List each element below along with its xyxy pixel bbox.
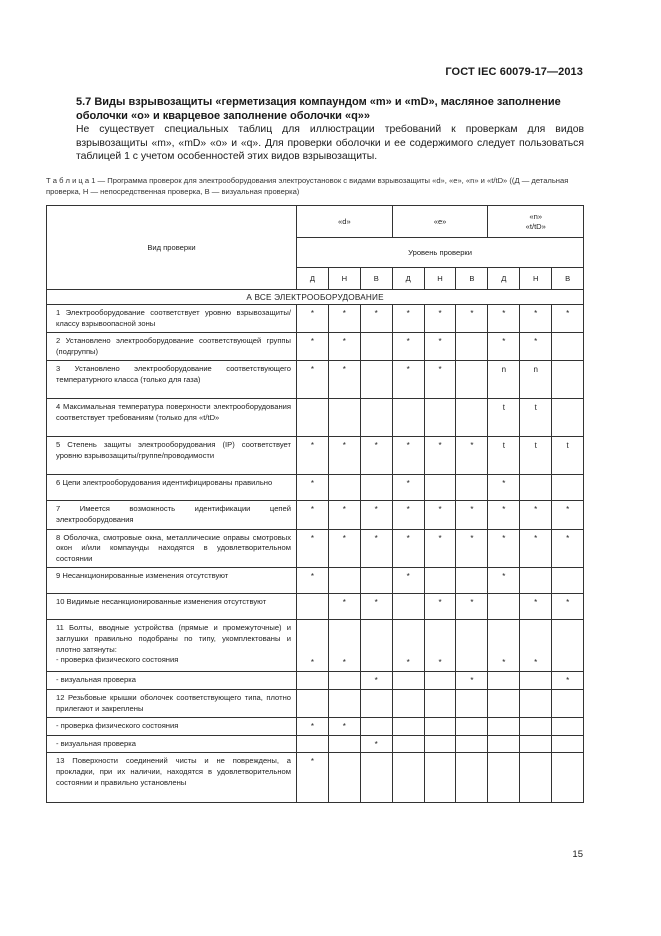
row-text-line: 6 Цепи электрооборудования идентифицированы правильно: [56, 478, 273, 488]
table-row: [47, 361, 584, 399]
mark-cell: *: [456, 529, 488, 568]
mark-cell: *: [297, 620, 329, 672]
mark-cell: [488, 735, 520, 753]
table-row: [47, 399, 584, 437]
mark-cell: [424, 689, 456, 717]
mark-cell: [552, 753, 584, 803]
table-row: [47, 333, 584, 361]
mark-cell: [360, 718, 392, 736]
mark-cell: *: [297, 333, 329, 361]
table-row: [47, 501, 584, 529]
section-paragraph: Не существует специальных таблиц для иллюстрации требований к проверкам для видов взрывозащиты «m», «mD» «o» и «q». Для проверки оболочки и ее содержимого следует пользоваться таблицей 1 с учетом особенностей этих видов взрывозащиты.: [76, 124, 584, 163]
mark-cell: *: [552, 529, 584, 568]
row-description: [47, 475, 297, 501]
mark-cell: *: [488, 305, 520, 333]
sub-header-cell: Д: [297, 268, 329, 290]
mark-cell: [456, 399, 488, 437]
row-description: [47, 437, 297, 475]
row-text-line: 8 Оболочка, смотровые окна, металлические оправы смотровых окон и/или компаунды находятся в удовлетворительном состоянии: [56, 532, 291, 563]
mark-cell: *: [297, 753, 329, 803]
mark-cell: [552, 568, 584, 594]
sub-header-cell: Д: [488, 268, 520, 290]
table-caption: Т а б л и ц а 1 — Программа проверок для электрооборудования электроустановок с видами взрывозащиты «d», «e», «n» и «t/tD» ((Д — детальная проверка, Н — непосредственная проверка, В — визуальная проверка): [46, 176, 569, 196]
mark-cell: [456, 333, 488, 361]
mark-cell: [360, 689, 392, 717]
level-header: Уровень проверки: [297, 238, 584, 268]
row-text-line: 10 Видимые несанкционированные изменения отсутствуют: [56, 597, 267, 607]
row-text-line: 5 Степень защиты электрооборудования (IP) соответствует уровню взрывозащиты/группе/проводимости: [56, 440, 291, 460]
mark-cell: [520, 689, 552, 717]
mark-cell: [456, 689, 488, 717]
row-description: [47, 501, 297, 529]
table-row: [47, 672, 584, 690]
mark-cell: *: [520, 333, 552, 361]
mark-cell: [392, 594, 424, 620]
row-description: [47, 399, 297, 437]
mark-cell: *: [456, 437, 488, 475]
mark-cell: *: [456, 305, 488, 333]
row-description: [47, 718, 297, 736]
mark-cell: *: [488, 501, 520, 529]
mark-cell: *: [424, 361, 456, 399]
mark-cell: [328, 689, 360, 717]
mark-cell: *: [297, 529, 329, 568]
mark-cell: *: [424, 529, 456, 568]
row-description: [47, 735, 297, 753]
mark-cell: [392, 399, 424, 437]
mark-cell: [456, 475, 488, 501]
mark-cell: [360, 361, 392, 399]
mark-cell: *: [328, 594, 360, 620]
mark-cell: *: [392, 620, 424, 672]
mark-cell: *: [520, 305, 552, 333]
mark-cell: t: [488, 399, 520, 437]
sub-header-cell: Н: [328, 268, 360, 290]
sub-header-cell: Н: [424, 268, 456, 290]
mark-cell: [456, 735, 488, 753]
section-title: 5.7 Виды взрывозащиты «герметизация компаундом «m» и «mD», масляное заполнение оболочки «o» и кварцевое заполнение оболочки «q»»: [76, 96, 561, 122]
mark-cell: [424, 735, 456, 753]
row-description: [47, 568, 297, 594]
mark-cell: [424, 568, 456, 594]
row-text-line: - визуальная проверка: [56, 675, 136, 685]
mark-cell: [297, 399, 329, 437]
mark-cell: *: [360, 437, 392, 475]
mark-cell: *: [552, 501, 584, 529]
mark-cell: *: [456, 594, 488, 620]
mark-cell: *: [520, 620, 552, 672]
row-description: [47, 361, 297, 399]
mark-cell: *: [392, 361, 424, 399]
group-header-n: «n»: [529, 211, 543, 221]
mark-cell: *: [488, 333, 520, 361]
mark-cell: [424, 718, 456, 736]
mark-cell: [328, 475, 360, 501]
row-description: [47, 594, 297, 620]
mark-cell: *: [456, 672, 488, 690]
row-text-line: 7 Имеется возможность идентификации цепей электрооборудования: [56, 504, 291, 524]
mark-cell: [392, 718, 424, 736]
mark-cell: [520, 718, 552, 736]
mark-cell: [328, 672, 360, 690]
mark-cell: [392, 735, 424, 753]
col-header-name: Вид проверки: [47, 206, 297, 290]
mark-cell: [488, 594, 520, 620]
row-description: [47, 333, 297, 361]
mark-cell: [297, 672, 329, 690]
row-description: [47, 529, 297, 568]
mark-cell: [456, 620, 488, 672]
mark-cell: *: [297, 437, 329, 475]
table-row: [47, 735, 584, 753]
mark-cell: *: [360, 305, 392, 333]
row-text-line: 11 Болты, вводные устройства (прямые и промежуточные) и заглушки правильно подобраны по типу, укомплектованы и плотно затянуты:: [56, 623, 291, 654]
row-text-line: 2 Установлено электрооборудование соответствующей группы (подгруппы): [56, 336, 291, 356]
mark-cell: [328, 753, 360, 803]
mark-cell: [360, 568, 392, 594]
mark-cell: [488, 672, 520, 690]
mark-cell: *: [297, 361, 329, 399]
mark-cell: *: [488, 529, 520, 568]
mark-cell: *: [328, 501, 360, 529]
mark-cell: [297, 594, 329, 620]
table-row: [47, 594, 584, 620]
table-row: [47, 753, 584, 803]
table-row: [47, 475, 584, 501]
mark-cell: [360, 333, 392, 361]
mark-cell: n: [520, 361, 552, 399]
mark-cell: [360, 620, 392, 672]
row-text-line: 12 Резьбовые крышки оболочек соответствующего типа, плотно прилегают и закреплены: [56, 692, 291, 713]
mark-cell: *: [488, 620, 520, 672]
mark-cell: [424, 672, 456, 690]
mark-cell: *: [328, 305, 360, 333]
mark-cell: [552, 689, 584, 717]
mark-cell: [424, 753, 456, 803]
mark-cell: t: [488, 437, 520, 475]
mark-cell: *: [424, 594, 456, 620]
mark-cell: n: [488, 361, 520, 399]
mark-cell: *: [424, 437, 456, 475]
sub-header-cell: В: [552, 268, 584, 290]
mark-cell: [392, 753, 424, 803]
mark-cell: *: [424, 620, 456, 672]
mark-cell: [488, 689, 520, 717]
standard-header: ГОСТ IEC 60079-17—2013: [445, 66, 583, 78]
mark-cell: *: [552, 672, 584, 690]
mark-cell: [552, 361, 584, 399]
mark-cell: *: [360, 672, 392, 690]
mark-cell: *: [328, 333, 360, 361]
mark-cell: [424, 475, 456, 501]
mark-cell: *: [424, 501, 456, 529]
mark-cell: [456, 361, 488, 399]
mark-cell: *: [328, 529, 360, 568]
section-5-7: [76, 95, 584, 164]
mark-cell: [456, 753, 488, 803]
table-row: [47, 529, 584, 568]
mark-cell: *: [360, 594, 392, 620]
page-number: 15: [572, 849, 583, 860]
mark-cell: [360, 399, 392, 437]
sub-header-cell: В: [456, 268, 488, 290]
row-description: [47, 620, 297, 672]
mark-cell: [328, 735, 360, 753]
mark-cell: *: [297, 718, 329, 736]
sub-header-cell: Д: [392, 268, 424, 290]
row-text-line: - визуальная проверка: [56, 738, 136, 748]
mark-cell: *: [488, 568, 520, 594]
row-text-line: 1 Электрооборудование соответствует уровню взрывозащиты/классу взрывоопасной зоны: [56, 308, 291, 328]
table-row: [47, 568, 584, 594]
mark-cell: *: [552, 594, 584, 620]
row-text-line: 9 Несанкционированные изменения отсутствуют: [56, 571, 229, 581]
row-text-line: - проверка физического состояния: [56, 655, 179, 665]
mark-cell: *: [392, 305, 424, 333]
row-description: [47, 753, 297, 803]
mark-cell: [552, 475, 584, 501]
mark-cell: *: [520, 501, 552, 529]
mark-cell: [520, 672, 552, 690]
section-a-header: А ВСЕ ЭЛЕКТРООБОРУДОВАНИЕ: [47, 290, 584, 305]
table-row: [47, 437, 584, 475]
row-text-line: 3 Установлено электрооборудование соответствующего температурного класса (только для газа): [56, 364, 291, 384]
mark-cell: *: [392, 333, 424, 361]
mark-cell: *: [392, 501, 424, 529]
mark-cell: [360, 753, 392, 803]
mark-cell: [297, 735, 329, 753]
row-description: [47, 689, 297, 717]
mark-cell: *: [392, 475, 424, 501]
table-row: [47, 689, 584, 717]
mark-cell: t: [520, 399, 552, 437]
mark-cell: [424, 399, 456, 437]
mark-cell: [552, 718, 584, 736]
mark-cell: [456, 568, 488, 594]
table-row: [47, 305, 584, 333]
table-row: [47, 620, 584, 672]
mark-cell: [520, 568, 552, 594]
mark-cell: *: [297, 501, 329, 529]
sub-header-cell: В: [360, 268, 392, 290]
row-text-line: - проверка физического состояния: [56, 721, 179, 731]
mark-cell: *: [520, 594, 552, 620]
row-text-line: 4 Максимальная температура поверхности электрооборудования соответствует требованиям (только для «t/tD»: [56, 402, 291, 422]
row-description: [47, 305, 297, 333]
mark-cell: *: [424, 305, 456, 333]
mark-cell: [328, 399, 360, 437]
group-header-d: «d»: [297, 206, 393, 238]
mark-cell: *: [328, 620, 360, 672]
mark-cell: *: [520, 529, 552, 568]
mark-cell: [297, 689, 329, 717]
mark-cell: *: [360, 501, 392, 529]
sub-header-cell: Н: [520, 268, 552, 290]
mark-cell: *: [392, 568, 424, 594]
mark-cell: [552, 333, 584, 361]
mark-cell: [552, 620, 584, 672]
mark-cell: *: [392, 437, 424, 475]
group-header-e: «e»: [392, 206, 488, 238]
mark-cell: [392, 689, 424, 717]
mark-cell: [552, 399, 584, 437]
section-body: [76, 123, 584, 164]
mark-cell: *: [328, 718, 360, 736]
mark-cell: [488, 718, 520, 736]
inspection-table: [46, 205, 584, 803]
mark-cell: *: [297, 305, 329, 333]
mark-cell: [360, 475, 392, 501]
mark-cell: t: [552, 437, 584, 475]
mark-cell: [520, 753, 552, 803]
table-row: [47, 718, 584, 736]
group-header-t: «t/tD»: [525, 221, 546, 231]
mark-cell: [328, 568, 360, 594]
row-text-line: 13 Поверхности соединений чисты и не повреждены, а прокладки, при их наличии, находятся в удовлетворительном состоянии и правильно установлены: [56, 756, 291, 787]
mark-cell: *: [360, 529, 392, 568]
mark-cell: *: [328, 361, 360, 399]
mark-cell: [488, 753, 520, 803]
mark-cell: [456, 718, 488, 736]
group-header-n-t: [488, 206, 584, 238]
mark-cell: *: [552, 305, 584, 333]
row-description: [47, 672, 297, 690]
mark-cell: *: [297, 568, 329, 594]
mark-cell: [520, 735, 552, 753]
mark-cell: [392, 672, 424, 690]
mark-cell: *: [488, 475, 520, 501]
mark-cell: [552, 735, 584, 753]
mark-cell: [520, 475, 552, 501]
mark-cell: *: [456, 501, 488, 529]
mark-cell: *: [297, 475, 329, 501]
mark-cell: *: [328, 437, 360, 475]
mark-cell: *: [392, 529, 424, 568]
mark-cell: t: [520, 437, 552, 475]
mark-cell: *: [360, 735, 392, 753]
mark-cell: *: [424, 333, 456, 361]
